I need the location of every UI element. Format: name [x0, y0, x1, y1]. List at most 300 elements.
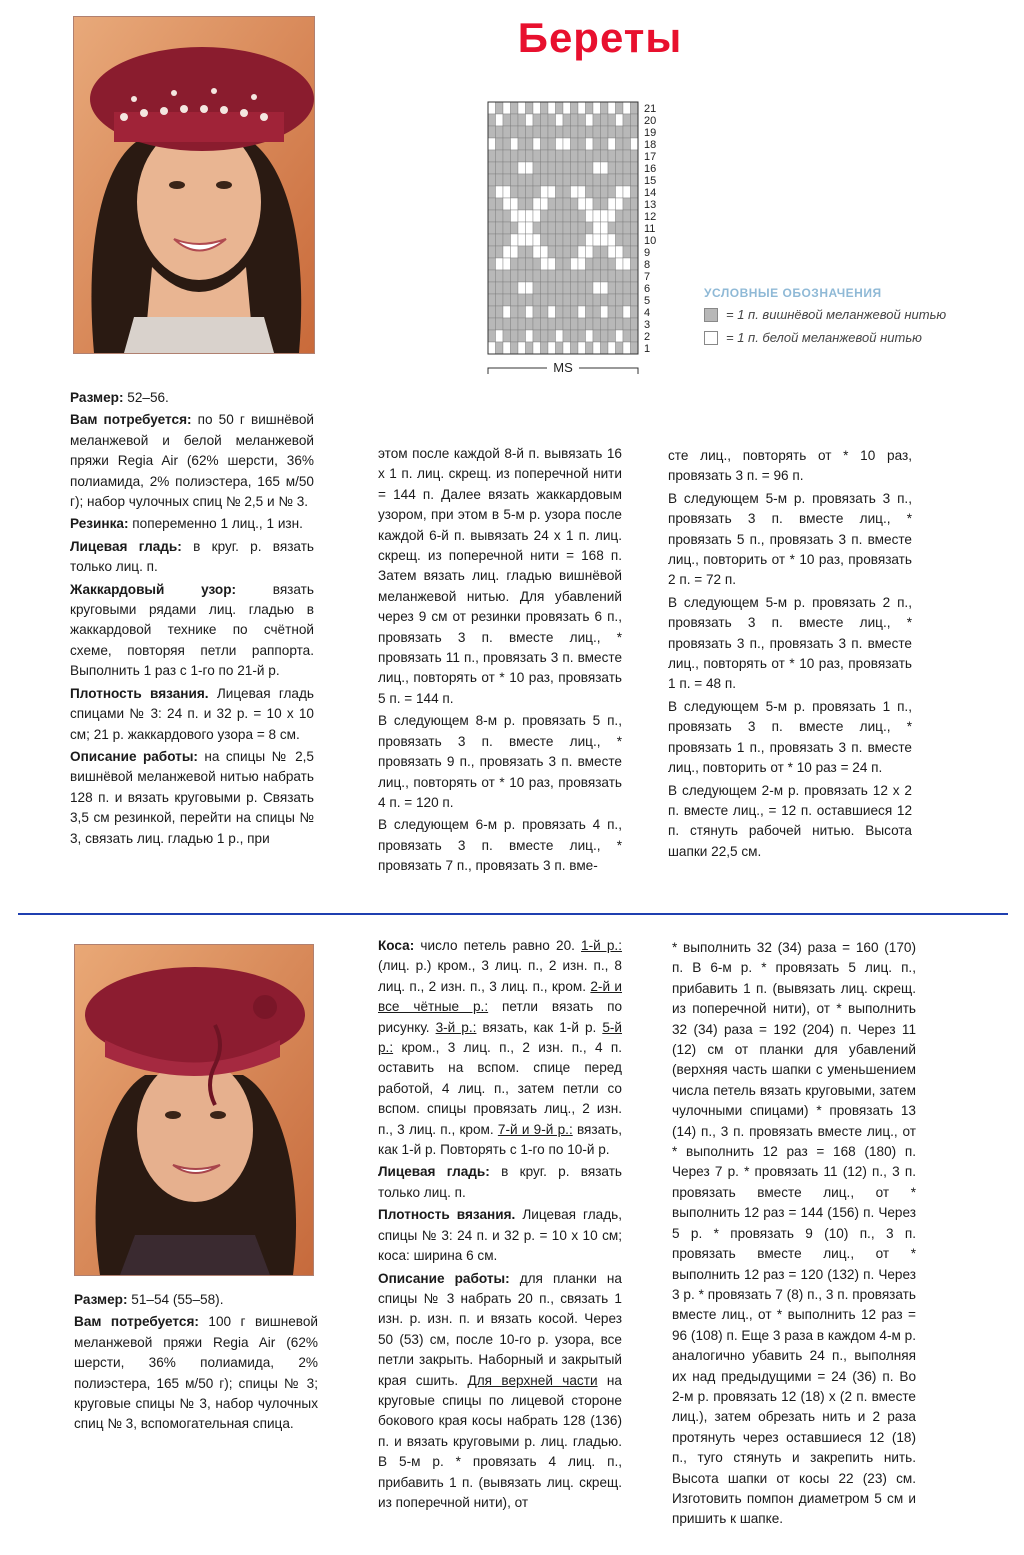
chart-cell: [533, 150, 541, 162]
chart-cell: [503, 306, 511, 318]
text: число петель равно 20.: [414, 938, 582, 953]
chart-cell: [571, 246, 579, 258]
chart-cell: [578, 150, 586, 162]
chart-cell: [571, 258, 579, 270]
chart-cell: [593, 282, 601, 294]
chart-cell: [503, 210, 511, 222]
chart-cell: [533, 330, 541, 342]
chart-cell: [578, 198, 586, 210]
chart-row-label: 1: [644, 343, 651, 355]
chart-cell: [488, 306, 496, 318]
chart-cell: [563, 294, 571, 306]
chart-row-label: 19: [644, 127, 657, 139]
page-title: Береты: [517, 14, 683, 61]
chart-cell: [601, 186, 609, 198]
chart-cell: [616, 126, 624, 138]
chart-cell: [631, 306, 639, 318]
chart-cell: [533, 162, 541, 174]
chart-cell: [511, 138, 519, 150]
chart-cell: [488, 102, 496, 114]
chart-cell: [608, 342, 616, 354]
chart-cell: [496, 174, 504, 186]
chart-cell: [503, 282, 511, 294]
chart-cell: [578, 138, 586, 150]
chart-cell: [616, 342, 624, 354]
chart-cell: [488, 342, 496, 354]
chart-cell: [548, 234, 556, 246]
materials-label: Вам потребуется:: [70, 412, 192, 428]
chart-cell: [533, 342, 541, 354]
chart-cell: [518, 234, 526, 246]
chart-cell: [496, 282, 504, 294]
chart-cell: [526, 102, 534, 114]
chart-cell: [488, 126, 496, 138]
chart-cell: [571, 330, 579, 342]
chart-cell: [511, 114, 519, 126]
chart-cell: [511, 330, 519, 342]
legend-swatch-white: [704, 331, 718, 345]
chart-cell: [578, 174, 586, 186]
chart-cell: [623, 210, 631, 222]
chart-cell: [526, 150, 534, 162]
chart-cell: [541, 114, 549, 126]
chart-cell: [623, 114, 631, 126]
gauge-paragraph: [70, 684, 314, 745]
chart-cell: [518, 162, 526, 174]
chart-cell: [586, 318, 594, 330]
chart-cell: [511, 270, 519, 282]
chart-cell: [616, 138, 624, 150]
chart-cell: [578, 318, 586, 330]
legend-swatch-cherry: [704, 308, 718, 322]
chart-cell: [563, 246, 571, 258]
chart-cell: [563, 114, 571, 126]
chart-cell: [541, 198, 549, 210]
chart-cell: [511, 282, 519, 294]
jacquard-paragraph: [70, 580, 314, 682]
chart-cell: [496, 342, 504, 354]
chart-cell: [571, 222, 579, 234]
chart-row-label: 16: [644, 163, 657, 175]
chart-cell: [556, 162, 564, 174]
chart-cell: [623, 306, 631, 318]
chart-cell: [623, 102, 631, 114]
chart-cell: [631, 318, 639, 330]
chart-cell: [601, 138, 609, 150]
chart-cell: [518, 282, 526, 294]
chart-cell: [503, 294, 511, 306]
chart-cell: [556, 138, 564, 150]
chart-cell: [556, 318, 564, 330]
chart-cell: [571, 198, 579, 210]
chart-cell: [623, 126, 631, 138]
instructions-text: на спицы № 2,5 вишнёвой меланжевой нитью набрать 128 п. и вязать круговыми р. Связать 3,5 см резинкой, перейти на спицы № 3, связать лиц. гладью 1 р., при: [70, 748, 314, 846]
chart-cell: [608, 246, 616, 258]
chart-cell: [503, 330, 511, 342]
chart-row-label: 3: [644, 319, 651, 331]
chart-cell: [601, 258, 609, 270]
chart-cell: [488, 234, 496, 246]
chart-cell: [623, 138, 631, 150]
chart-cell: [571, 102, 579, 114]
stockinette-label: Лицевая гладь:: [70, 538, 182, 554]
chart-cell: [533, 234, 541, 246]
photo-beret-2: [74, 944, 314, 1276]
chart-cell: [511, 186, 519, 198]
gauge-label: Плотность вязания.: [378, 1207, 516, 1223]
chart-cell: [511, 306, 519, 318]
chart-cell: [578, 222, 586, 234]
chart-cell: [571, 318, 579, 330]
chart-cell: [556, 102, 564, 114]
paragraph: В следующем 5-м р. провязать 1 п., провязать 3 п. вместе лиц., * провязать 1 п., провязать 3 п. вместе лиц., повторить от * 10 раз = 24 п.: [668, 698, 912, 776]
instructions-paragraph: [70, 747, 314, 849]
materials-label: Вам потребуется:: [74, 1314, 199, 1330]
chart-cell: [578, 294, 586, 306]
chart-cell: [518, 126, 526, 138]
chart-cell: [548, 318, 556, 330]
row-3-label: 3-й р.:: [435, 1019, 477, 1035]
chart-cell: [601, 198, 609, 210]
chart-cell: [503, 174, 511, 186]
chart-cell: [526, 210, 534, 222]
chart-cell: [563, 150, 571, 162]
chart-row-label: 18: [644, 139, 657, 151]
materials-paragraph: [70, 410, 314, 512]
legend-item-cherry: [704, 306, 964, 323]
chart-cell: [586, 234, 594, 246]
chart-cell: [556, 330, 564, 342]
chart-cell: [556, 282, 564, 294]
cable-paragraph: [378, 936, 622, 1160]
chart-cell: [541, 150, 549, 162]
chart-cell: [488, 270, 496, 282]
size-paragraph: [70, 388, 314, 408]
chart-row-label: 4: [644, 307, 651, 319]
text: кром., 3 лиц. п., 2 изн. п., 4 п. оставить на вспом. спице перед работой, 4 лиц. п., затем петли со вспом. спицы провязать лиц., 2 изн. п., 3 лиц. п., кром.: [378, 1040, 622, 1137]
chart-cell: [496, 222, 504, 234]
chart-cell: [556, 306, 564, 318]
chart-cell: [556, 126, 564, 138]
chart-cell: [541, 282, 549, 294]
row-1-label: 1-й р.:: [581, 938, 622, 953]
gauge-label: Плотность вязания.: [70, 685, 209, 701]
chart-cell: [631, 294, 639, 306]
chart-cell: [631, 246, 639, 258]
chart-cell: [488, 174, 496, 186]
chart-cell: [496, 234, 504, 246]
chart-cell: [571, 174, 579, 186]
chart-cell: [601, 306, 609, 318]
chart-cell: [586, 102, 594, 114]
chart-cell: [593, 186, 601, 198]
chart-cell: [541, 270, 549, 282]
chart-cell: [608, 270, 616, 282]
paragraph: В следующем 8-м р. провязать 5 п., провязать 3 п. вместе лиц., * провязать 9 п., провязать 3 п. вместе лиц., повторять от * 10 раз, провязать 4 п. = 120 п.: [378, 713, 622, 810]
chart-cell: [608, 198, 616, 210]
chart-cell: [503, 102, 511, 114]
chart-cell: [631, 210, 639, 222]
repeat-label: MS: [553, 360, 573, 375]
chart-cell: [586, 342, 594, 354]
chart-cell: [503, 222, 511, 234]
chart-cell: [578, 234, 586, 246]
text: для планки на спицы № 3 набрать 20 п., связать 1 изн. р. изн. п. и вязать косой. Через 50 (53) см, после 10-го р. узора, все петли закрыть. Наборный и закрытый края сшить.: [378, 1270, 622, 1388]
chart-cell: [533, 222, 541, 234]
stockinette-label: Лицевая гладь:: [378, 1164, 490, 1180]
paragraph: сте лиц., повторять от * 10 раз, провязать 3 п. = 96 п.: [668, 448, 912, 484]
chart-cell: [593, 162, 601, 174]
chart-cell: [511, 198, 519, 210]
chart-cell: [608, 102, 616, 114]
chart-cell: [548, 174, 556, 186]
size-label: Размер:: [74, 1292, 128, 1307]
chart-cell: [548, 222, 556, 234]
chart-cell: [593, 222, 601, 234]
chart-cell: [586, 282, 594, 294]
chart-cell: [503, 270, 511, 282]
chart-cell: [616, 246, 624, 258]
chart-row-label: 5: [644, 295, 651, 307]
chart-cell: [623, 174, 631, 186]
chart-cell: [616, 318, 624, 330]
stockinette-paragraph: [70, 537, 314, 578]
chart-cell: [518, 270, 526, 282]
chart-cell: [526, 174, 534, 186]
chart-cell: [586, 198, 594, 210]
chart-cell: [548, 126, 556, 138]
chart-cell: [593, 306, 601, 318]
chart-cell: [533, 246, 541, 258]
chart-cell: [518, 102, 526, 114]
chart-cell: [616, 270, 624, 282]
chart-cell: [488, 330, 496, 342]
top-part-label: Для верхней части: [467, 1372, 598, 1388]
chart-row-label: 2: [644, 331, 651, 343]
chart-cell: [556, 222, 564, 234]
materials-text: 100 г вишневой меланжевой пряжи Regia Air (62% шерсти, 36% полиамида, 2% полиэстера, 165 м/50 г); спицы № 3; круговые спицы № 3, набор чулочных спиц № 3, вспомогательная спица.: [74, 1314, 318, 1432]
chart-cell: [511, 342, 519, 354]
chart-cell: [616, 198, 624, 210]
chart-cell: [526, 114, 534, 126]
chart-cell: [488, 114, 496, 126]
chart-cell: [593, 174, 601, 186]
chart-cell: [548, 114, 556, 126]
chart-cell: [548, 198, 556, 210]
chart-cell: [533, 102, 541, 114]
chart-cell: [631, 186, 639, 198]
chart-cell: [556, 198, 564, 210]
chart-cell: [586, 246, 594, 258]
chart-cell: [616, 186, 624, 198]
paragraph: В следующем 2-м р. провязать 12 х 2 п. вместе лиц., = 12 п. оставшиеся 12 п. стянуть рабочей нитью. Высота шапки 22,5 см.: [668, 782, 912, 859]
chart-cell: [511, 318, 519, 330]
chart-cell: [608, 138, 616, 150]
chart-cell: [533, 186, 541, 198]
beret1-column-2: [378, 444, 622, 879]
chart-row-label: 17: [644, 151, 657, 163]
chart-cell: [563, 234, 571, 246]
chart-cell: [496, 198, 504, 210]
chart-cell: [563, 138, 571, 150]
chart-cell: [496, 138, 504, 150]
chart-cell: [593, 114, 601, 126]
chart-cell: [608, 126, 616, 138]
chart-cell: [608, 306, 616, 318]
chart-cell: [533, 306, 541, 318]
chart-cell: [563, 258, 571, 270]
chart-cell: [548, 342, 556, 354]
chart-cell: [593, 294, 601, 306]
chart-cell: [586, 126, 594, 138]
size-text: 52–56.: [123, 390, 169, 405]
section-divider: [18, 913, 1008, 915]
chart-cell: [631, 150, 639, 162]
chart-cell: [511, 210, 519, 222]
chart-cell: [563, 174, 571, 186]
chart-cell: [541, 318, 549, 330]
row-5-label: 5-й р.:: [378, 1019, 623, 1056]
chart-cell: [601, 294, 609, 306]
chart-row-label: 7: [644, 271, 651, 283]
text: петли вязать по рисунку.: [378, 999, 622, 1035]
chart-cell: [593, 210, 601, 222]
chart-cell: [608, 330, 616, 342]
chart-cell: [586, 162, 594, 174]
chart-cell: [518, 258, 526, 270]
stockinette-text: в круг. р. вязать только лиц. п.: [70, 538, 314, 575]
chart-cell: [488, 150, 496, 162]
chart-cell: [631, 282, 639, 294]
chart-cell: [593, 102, 601, 114]
chart-cell: [616, 330, 624, 342]
chart-cell: [623, 234, 631, 246]
chart-cell: [563, 330, 571, 342]
chart-cell: [556, 114, 564, 126]
chart-cell: [616, 306, 624, 318]
chart-cell: [541, 138, 549, 150]
chart-cell: [541, 306, 549, 318]
chart-cell: [616, 210, 624, 222]
chart-cell: [601, 114, 609, 126]
chart-cell: [623, 270, 631, 282]
chart-cell: [503, 234, 511, 246]
chart-cell: [586, 258, 594, 270]
chart-row-label: 20: [644, 115, 657, 127]
chart-cell: [601, 282, 609, 294]
chart-cell: [526, 186, 534, 198]
legend-title: УСЛОВНЫЕ ОБОЗНАЧЕНИЯ: [704, 286, 882, 300]
beret1-column-3: [668, 446, 912, 864]
chart-cell: [496, 162, 504, 174]
chart-cell: [578, 342, 586, 354]
chart-cell: [541, 234, 549, 246]
chart-cell: [571, 162, 579, 174]
chart-row-label: 6: [644, 283, 651, 295]
chart-cell: [548, 150, 556, 162]
materials-paragraph: [74, 1312, 318, 1434]
chart-cell: [496, 246, 504, 258]
chart-cell: [578, 162, 586, 174]
chart-cell: [496, 126, 504, 138]
chart-cell: [496, 318, 504, 330]
chart-cell: [608, 162, 616, 174]
chart-cell: [616, 294, 624, 306]
legend: [704, 286, 964, 352]
chart-cell: [593, 234, 601, 246]
chart-cell: [548, 162, 556, 174]
chart-cell: [601, 318, 609, 330]
chart-cell: [631, 174, 639, 186]
chart-cell: [503, 186, 511, 198]
chart-cell: [586, 222, 594, 234]
chart-cell: [503, 114, 511, 126]
chart-cell: [503, 342, 511, 354]
chart-row-label: 10: [644, 235, 657, 247]
chart-cell: [496, 102, 504, 114]
chart-cell: [578, 102, 586, 114]
chart-cell: [526, 342, 534, 354]
chart-cell: [578, 282, 586, 294]
gauge-paragraph: [378, 1205, 622, 1266]
chart-cell: [518, 198, 526, 210]
chart-cell: [623, 258, 631, 270]
chart-cell: [548, 294, 556, 306]
chart-cell: [533, 318, 541, 330]
chart-cell: [563, 126, 571, 138]
rib-label: Резинка:: [70, 516, 129, 532]
chart-cell: [496, 294, 504, 306]
chart-cell: [586, 270, 594, 282]
chart-cell: [563, 270, 571, 282]
chart-cell: [623, 318, 631, 330]
chart-cell: [608, 318, 616, 330]
chart-cell: [616, 162, 624, 174]
chart-cell: [586, 150, 594, 162]
chart-cell: [548, 282, 556, 294]
paragraph: * выполнить 32 (34) раза = 160 (170) п. В 6-м р. * провязать 5 лиц. п., прибавить 1 п. (вывязать лиц. скрещ. из поперечной нити), от * выполнить 32 (34) раза = 192 (204) п. Через 11 (12) см от планки для убавлений (верхняя часть шапки с уменьшением числа петель вязать круговыми, затем чулочными спицами) * провязать 13 (14) п., 3 п. провязать вместе лиц., от * выполнить 12 раз = 168 (180) п. Через 7 р. * провязать 11 (12) п., 3 п. провязать вместе лиц., от * выполнить 12 раз = 144 (156) п. Через 5 р. * провязать 9 (10) п., 3 п. провязать вместе лиц., от * выполнить 12 раз = 120 (132) п. Через 3 р. * провязать 7 (8) п., 3 п. провязать вместе лиц., от * выполнить 12 раз = 96 (108) п. Еще 3 раза в каждом 4-м р. аналогично убавить 24 п., выполняя их над предыдущими = 24 (36) п. Во 2-м р. провязать 12 (18) х (2 п. вместе лиц.), затем обрезать нить и 2 раза протянуть через оставшиеся 12 (18) п., туго стянуть и закрепить нить. Высота шапки от косы 22 (23) см. Изготовить помпон диаметром 5 см и пришить к шапке.: [672, 940, 916, 1527]
chart-cell: [631, 198, 639, 210]
chart-cell: [563, 318, 571, 330]
jacquard-chart: [478, 94, 668, 394]
chart-cell: [586, 330, 594, 342]
chart-cell: [608, 174, 616, 186]
chart-cell: [518, 174, 526, 186]
chart-cell: [541, 174, 549, 186]
chart-cell: [578, 258, 586, 270]
chart-cell: [593, 150, 601, 162]
instructions-paragraph: [378, 1269, 622, 1514]
chart-cell: [556, 150, 564, 162]
legend-item-white: [704, 329, 964, 346]
chart-cell: [608, 294, 616, 306]
chart-cell: [616, 174, 624, 186]
chart-cell: [631, 222, 639, 234]
chart-cell: [563, 186, 571, 198]
paragraph: этом после каждой 8-й п. вывязать 16 х 1 п. лиц. скрещ. из поперечной нити = 144 п. Далее вязать жаккардовым узором, при этом в 5-м р. узора после каждой 6-й п. вывязать 24 х 1 п. лиц. скрещ. из поперечной нити = 168 п. Затем вязать лиц. гладью вишнёвой меланжевой нитью. Для убавлений через 9 см от резинки провязать 6 п., провязать 3 п. вместе лиц., * провязать 11 п., провязать 3 п. вместе лиц., повторять от * 10 раз, провязать 5 п. = 144 п.: [378, 446, 622, 706]
chart-cell: [496, 258, 504, 270]
chart-cell: [548, 330, 556, 342]
chart-cell: [533, 198, 541, 210]
chart-cell: [616, 258, 624, 270]
chart-row-label: 21: [644, 103, 657, 115]
chart-cell: [541, 246, 549, 258]
chart-row-label: 12: [644, 211, 657, 223]
chart-cell: [601, 330, 609, 342]
chart-cell: [496, 270, 504, 282]
chart-cell: [511, 162, 519, 174]
chart-cell: [571, 126, 579, 138]
